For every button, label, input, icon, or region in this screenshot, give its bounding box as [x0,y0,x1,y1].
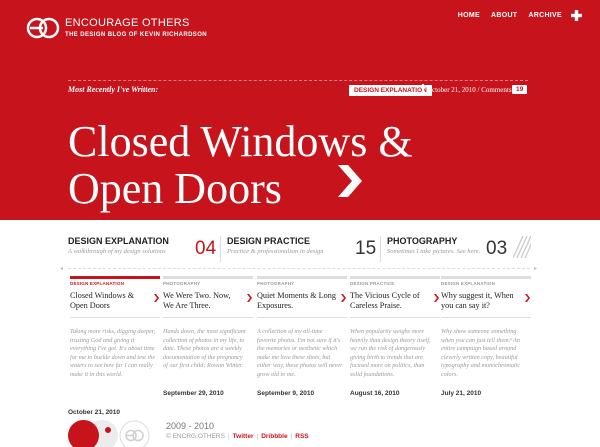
card-category: PHOTOGRAPHY [163,281,201,286]
chevron-right-icon [525,294,530,302]
stripes-decoration [513,236,531,258]
card-excerpt: Hands down, the most significant collection of photos in my life, to date. These photos are a weekly documentation of the pregnancy of our first child; Rowan Winter. [163,328,246,370]
chevron-right-icon [434,294,439,302]
category-count: 04 [195,238,217,259]
card-excerpt: Why show someone something when you can just tell them? An entire campaign based around cleverly written copy, beautiful typography and monochromatic colors. [441,328,521,378]
slider-indicator-dot [105,427,111,433]
scroll-right-icon[interactable]: ▸ [534,266,538,272]
featured-title[interactable]: Closed Windows & Open Doors [68,117,413,213]
category-divider [380,236,381,262]
featured-meta: October 21, 2010 / Comments [422,84,512,96]
category-name: DESIGN PRACTICE [227,236,311,246]
card-date: September 9, 2010 [257,390,315,397]
twitter-link[interactable]: Twitter [232,433,254,440]
post-card [70,276,162,401]
main-nav [458,12,562,19]
category-design-explanation[interactable] [68,236,169,266]
card-title-link[interactable] [70,291,160,318]
site-subtitle: THE DESIGN BLOG OF KEVIN RICHARDSON [65,32,208,38]
category-design-practice[interactable] [227,236,324,266]
category-count: 03 [486,238,508,259]
card-excerpt: When popularity weighs more heavily than design theory itself, we run the risk of dangerously giving birth to trends that are focused more on politics, than solid foundations. [350,328,431,378]
section-divider [68,268,530,269]
eo-logo-icon[interactable] [119,420,150,447]
card-title-link[interactable] [441,291,531,318]
featured-post-date: October 21, 2010 [68,409,121,416]
card-date: July 21, 2010 [441,390,482,397]
card-title: Quiet Moments & Long Exposures. [257,291,336,310]
card-title: The Vicious Cycle of Careless Praise. [350,291,420,310]
nav-home[interactable]: HOME [457,12,480,19]
plus-icon[interactable] [571,10,582,21]
category-desc: Sometimes I take pictures. See here. [387,248,481,255]
comment-count-badge[interactable]: 19 [512,85,527,94]
chevron-right-icon [247,294,252,302]
card-excerpt: A collection of my all-time favorite photos. I'm not sure if it's the memories or aesthetic which make me love these shots, but either way, these photos will never grow old to me. [257,328,343,378]
chevron-right-icon[interactable] [338,165,362,197]
card-excerpt: Taking more risks, digging deeper, trusting God and giving it everything I've got. It's about time for me to buckle down and test the waters to see how far I can really make it in this world. [70,328,156,378]
card-category: DESIGN PRACTICE [350,281,395,286]
footer-years: 2009 - 2010 [166,421,215,431]
featured-divider [68,80,528,81]
category-name: PHOTOGRAPHY [387,236,458,246]
nav-about[interactable]: ABOUT [491,12,518,19]
category-count: 15 [355,238,377,259]
card-title: Why suggest it, When you can say it? [441,291,514,310]
post-card [163,276,255,401]
card-title-link[interactable] [257,291,347,318]
card-title: We Were Two. Now, We Are Three. [163,291,231,310]
card-category: PHOTOGRAPHY [257,281,295,286]
card-title: Closed Windows & Open Doors [70,291,135,310]
card-title-link[interactable] [163,291,253,318]
category-desc: Practice & professionalism in design [227,248,324,255]
chevron-right-icon [154,294,159,302]
category-name: DESIGN EXPLANATION [68,236,169,246]
featured-label: Most Recently I've Written: [68,85,159,94]
dribbble-link[interactable]: Dribbble [261,433,288,440]
site-title[interactable]: ENCOURAGE OTHERS [65,17,190,29]
featured-category-badge[interactable]: DESIGN EXPLANATION [349,85,432,96]
footer-copyright: © ENCRG.OTHERS [166,433,225,440]
post-card [257,276,349,401]
category-desc: A walkthrough of my design solutions [68,248,166,255]
card-date: August 16, 2010 [350,390,400,397]
hero-banner [0,0,600,220]
card-title-link[interactable] [350,291,440,318]
slider-dot-active[interactable] [68,420,99,447]
footer-links: © ENCRG.OTHERS | Twitter | Dribbble | RSS [166,433,309,440]
card-category: DESIGN EXPLANATION [70,281,125,286]
category-divider [220,236,221,262]
nav-archive[interactable]: ARCHIVE [528,12,562,19]
category-photography[interactable] [387,236,480,266]
post-card [441,276,533,401]
card-date: September 29, 2010 [163,390,224,397]
scroll-left-icon[interactable]: ◂ [60,266,64,272]
chevron-right-icon [341,294,346,302]
card-category: DESIGN EXPLANATION [441,281,496,286]
eo-logo-icon[interactable] [26,17,60,39]
rss-link[interactable]: RSS [295,433,309,440]
post-card [350,276,442,401]
